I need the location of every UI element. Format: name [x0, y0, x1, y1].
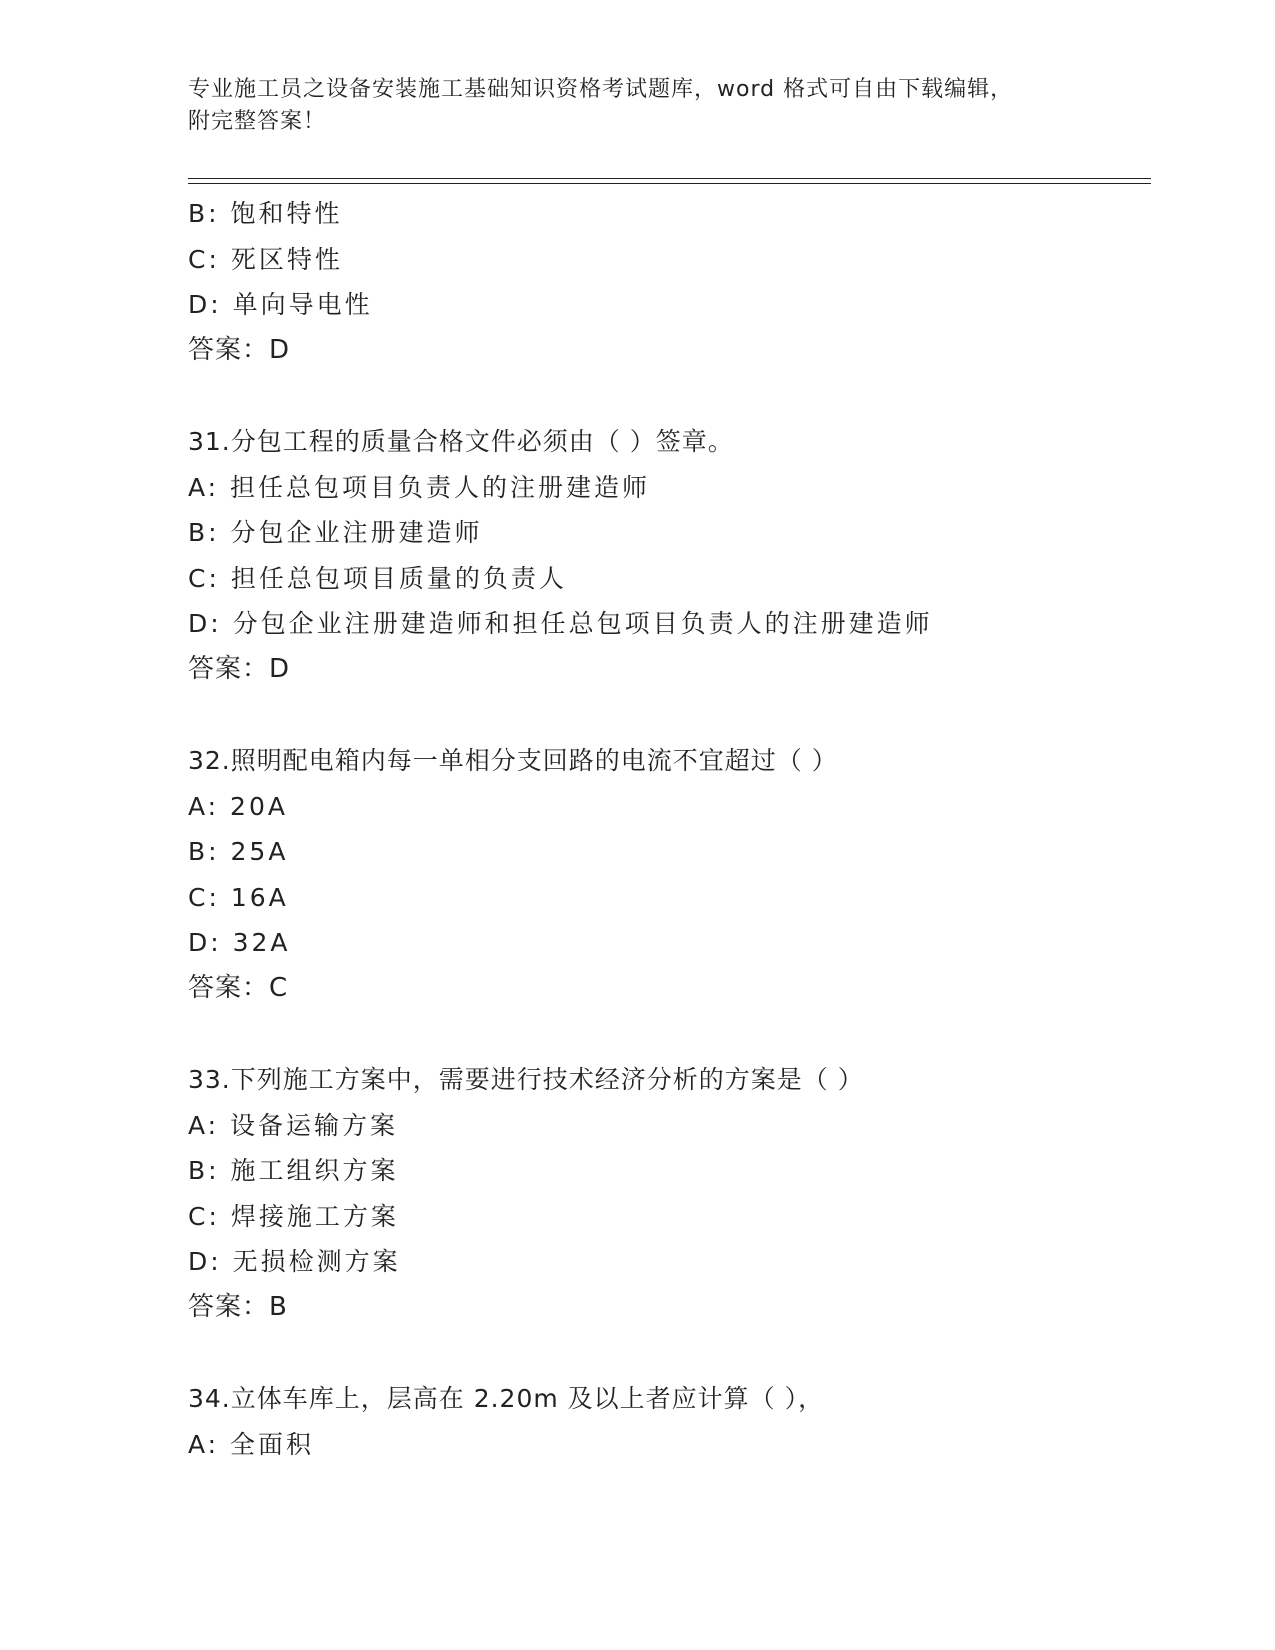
option-a: A: 担任总包项目负责人的注册建造师	[188, 472, 651, 502]
answer: 答案：D	[188, 334, 291, 365]
option-d: D: 无损检测方案	[188, 1247, 401, 1276]
option-b: B: 25A	[188, 837, 289, 866]
header-line-1: 专业施工员之设备安装施工基础知识资格考试题库，word 格式可自由下载编辑，	[188, 77, 1014, 102]
option-c: C: 死区特性	[188, 244, 343, 274]
spacer	[188, 373, 1148, 419]
option-d: D: 单向导电性	[188, 290, 373, 319]
option-b: B: 饱和特性	[188, 199, 343, 228]
question-stem: 33.下列施工方案中，需要进行技术经济分析的方案是（ ）	[188, 1065, 864, 1094]
option-a: A: 20A	[188, 791, 288, 821]
option-b: B: 施工组织方案	[188, 1156, 399, 1185]
option-c: C: 16A	[188, 882, 289, 912]
option-c: C: 焊接施工方案	[188, 1201, 399, 1231]
option-a: A: 设备运输方案	[188, 1110, 399, 1140]
spacer	[188, 692, 1148, 738]
option-b: B: 分包企业注册建造师	[188, 518, 483, 547]
option-c: C: 担任总包项目质量的负责人	[188, 563, 567, 593]
header-divider-bottom	[188, 183, 1151, 184]
option-d: D: 分包企业注册建造师和担任总包项目负责人的注册建造师	[188, 609, 933, 638]
question-stem: 31.分包工程的质量合格文件必须由（ ）签章。	[188, 427, 734, 456]
question-32	[188, 738, 1148, 1011]
spacer	[188, 1330, 1148, 1376]
question-31	[188, 419, 1148, 692]
option-d: D: 32A	[188, 928, 291, 957]
header-line-2: 附完整答案！	[188, 109, 327, 134]
question-partial	[188, 191, 1148, 373]
question-stem: 32.照明配电箱内每一单相分支回路的电流不宜超过（ ）	[188, 746, 838, 775]
answer: 答案：D	[188, 653, 291, 684]
option-a: A: 全面积	[188, 1429, 315, 1459]
question-34	[188, 1376, 1148, 1467]
document-header	[188, 74, 1108, 138]
question-stem: 34.立体车库上，层高在 2.20m 及以上者应计算（ ），	[188, 1384, 825, 1413]
question-33	[188, 1057, 1148, 1330]
answer: 答案：B	[188, 1291, 288, 1322]
question-list	[188, 191, 1148, 1467]
header-divider-top	[188, 178, 1151, 179]
spacer	[188, 1011, 1148, 1057]
answer: 答案：C	[188, 972, 289, 1003]
